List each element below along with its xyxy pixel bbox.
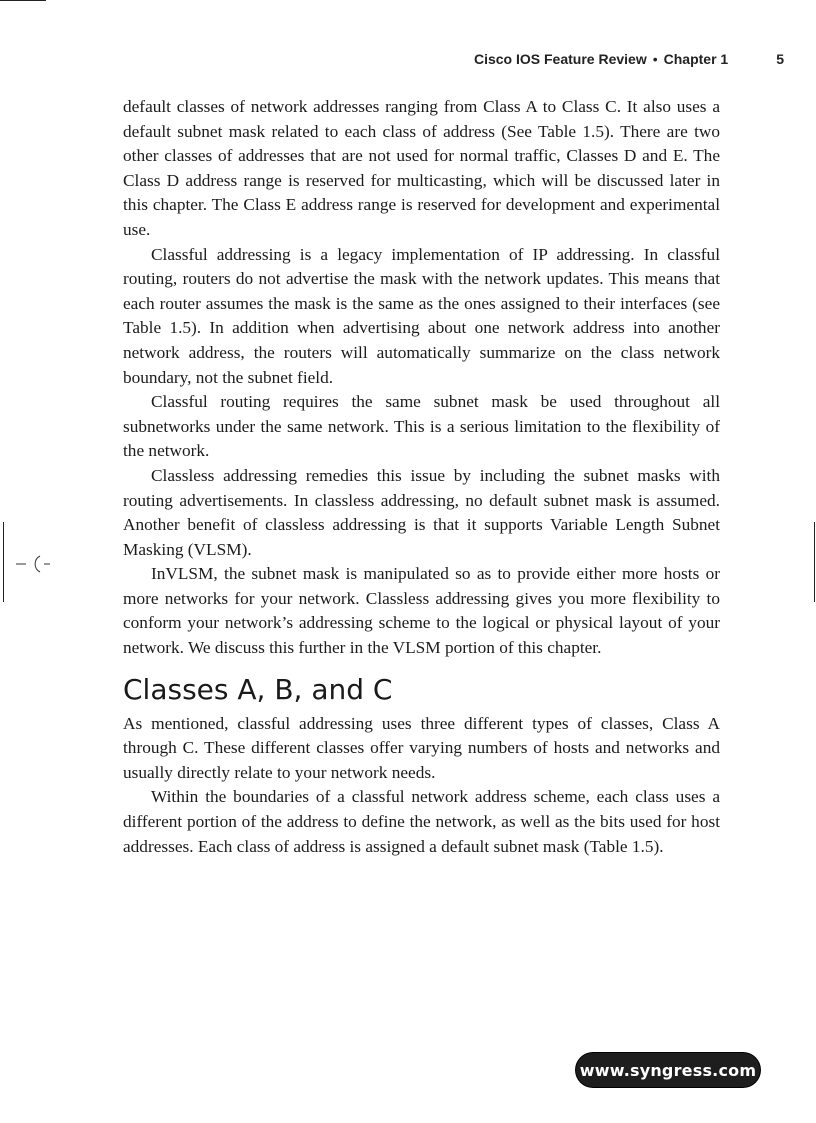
body-paragraph: As mentioned, classful addressing uses three different types of classes, Class A through C. These different classes offer varying numbers of hosts and networks and usually directly relate to your network needs. — [123, 713, 720, 782]
crop-mark — [0, 0, 46, 1]
body-paragraph: InVLSM, the subnet mask is manipulated so as to provide either more hosts or more networks for your network. Classless addressing gives you more flexibility to conform your network’s addressing scheme to the logical or physical layout of your network. We discuss this further in the VLSM portion of this chapter. — [123, 564, 720, 658]
body-paragraph: Within the boundaries of a classful network address scheme, each class uses a different portion of the address to define the network, as well as the bits used for host addresses. Each class of address is assigned a default subnet mask (Table 1.5). — [123, 787, 720, 856]
section-heading: Classes A, B, and C — [123, 672, 393, 706]
book-title: Cisco IOS Feature Review — [473, 51, 647, 67]
body-paragraph: default classes of network addresses ranging from Class A to Class C. It also uses a default subnet mask related to each class of address (See Table 1.5). There are two other classes of addresses that are not used for normal traffic, Classes D and E. The Class D address range is reserved for multicasting, which will be discussed later in this chapter. The Class E address range is reserved for development and experimental use. — [123, 97, 720, 239]
body-paragraph: Classless addressing remedies this issue by including the subnet masks with routing advertisements. In classless addressing, no default subnet mask is assumed. Another benefit of classless addressing is that it supports Variable Length Subnet Masking (VLSM). — [123, 465, 720, 559]
page-body — [123, 95, 720, 859]
running-header — [400, 51, 784, 67]
website-badge — [576, 1053, 760, 1087]
body-paragraph: Classful addressing is a legacy implementation of IP addressing. In classful routing, routers do not advertise the mask with the network updates. This means that each router assumes the mask is the same as the ones assigned to their interfaces (see Table 1.5). In addition when advertising about one network address into another network address, the routers will automatically summarize on the class network boundary, not the subnet field. — [123, 244, 720, 387]
right-edge-mark — [814, 522, 815, 602]
page-number: 5 — [776, 51, 784, 67]
body-paragraph: Classful routing requires the same subnet mask be used throughout all subnetworks under the same network. This is a serious limitation to the flexibility of the network. — [123, 392, 720, 461]
website-url: www.syngress.com — [579, 1060, 757, 1080]
registration-mark-icon — [14, 552, 54, 576]
left-edge-mark — [3, 522, 4, 602]
chapter-label: Chapter 1 — [663, 51, 729, 67]
header-separator: • — [652, 51, 658, 67]
